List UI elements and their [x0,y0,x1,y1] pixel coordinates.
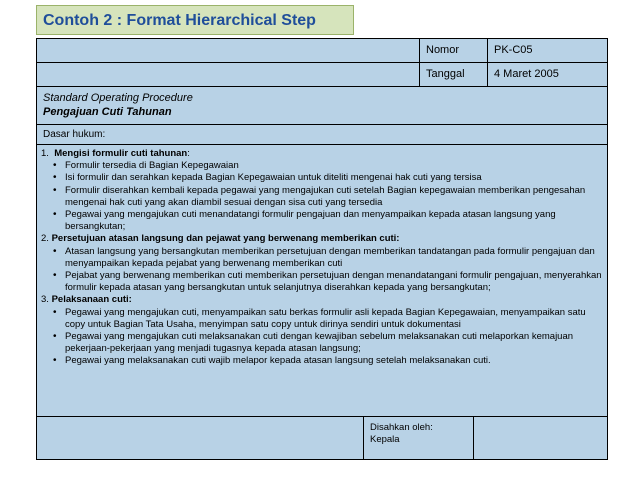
document-title: Contoh 2 : Format Hierarchical Step [36,5,354,35]
header-blank-cell [37,39,419,62]
dasar-hukum-row [37,125,607,145]
list-item: • Pegawai yang mengajukan cuti, menyampaikan satu berkas formulir asli kepada Bagian Kepegawaian, menyampaikan satu copy untuk Bagian Tata Usaha, menyimpan satu copy untuk dirinya sendiri untuk dokumentasi [53,307,603,331]
section-2-list [41,246,603,295]
disahkan-cell [363,417,473,459]
list-item: • Pegawai yang mengajukan cuti melaksanakan cuti dengan kewajiban sebelum melaksanakan cuti melaporkan kemajuan pekerjaan-pekerjaan yang menjadi tugasnya kepada atasan langsung; [53,331,603,355]
sop-title-row [37,87,607,125]
list-item: • Formulir tersedia di Bagian Kepegawaian [53,160,603,172]
signature-cell [473,417,607,459]
sop-document [36,38,608,460]
list-item: • Atasan langsung yang bersangkutan memberikan persetujuan dengan memberikan tandatangan pada formulir pengajuan dan menyampaikan kepada pejabat yang berwenang memberikan cuti [53,246,603,270]
dasar-hukum-label: Dasar hukum: [43,129,106,140]
section-heading-2: 2. Persetujuan atasan langsung dan pejawat yang berwenang memberikan cuti: [41,233,400,245]
header-row-tanggal [37,63,607,87]
list-item: • Pegawai yang melaksanakan cuti wajib melapor kepada atasan langsung setelah melaksanakan cuti. [53,355,603,367]
section-1-list [41,160,603,233]
nomor-value: PK-C05 [487,39,607,62]
sop-title [37,87,607,119]
section-heading-3: 3. Pelaksanaan cuti: [41,294,132,306]
list-item: • Pejabat yang berwenang memberikan cuti memberikan persetujuan dengan menandatangani formulir pengajuan, menyerahkan formulir kepada atasan yang bersangkutan untuk selanjutnya diserahkan kepada yang bersangkutan; [53,270,603,294]
procedure-body-row [37,145,607,417]
list-item: • Isi formulir dan serahkan kepada Bagian Kepegawaian untuk diteliti mengenai hak cuti yang tersisa [53,172,603,184]
list-item: • Pegawai yang mengajukan cuti menandatangi formulir pengajuan dan menyampaikan kepada atasan langsung yang bersangkutan; [53,209,603,233]
nomor-label: Nomor [419,39,487,62]
tanggal-value: 4 Maret 2005 [487,63,607,86]
footer-blank-cell [37,417,363,459]
tanggal-label: Tanggal [419,63,487,86]
list-item: • Formulir diserahkan kembali kepada pegawai yang mengajukan cuti setelah Bagian kepegawaian memberikan pengesahan mengenai hak cuti yang akan diambil sesuai dengan sisa cuti yang tersedia [53,185,603,209]
section-heading-1: 1. Mengisi formulir cuti tahunan: [41,148,190,159]
section-3-list [41,307,603,368]
procedure-body [37,145,607,368]
disahkan-role: Kepala [370,434,400,445]
header-blank-cell [37,63,419,86]
footer-row [37,417,607,459]
sop-title-line1: Standard Operating Procedure [43,92,193,104]
sop-title-line2: Pengajuan Cuti Tahunan [43,106,172,118]
header-row-nomor [37,39,607,63]
disahkan-label: Disahkan oleh: [370,422,433,433]
